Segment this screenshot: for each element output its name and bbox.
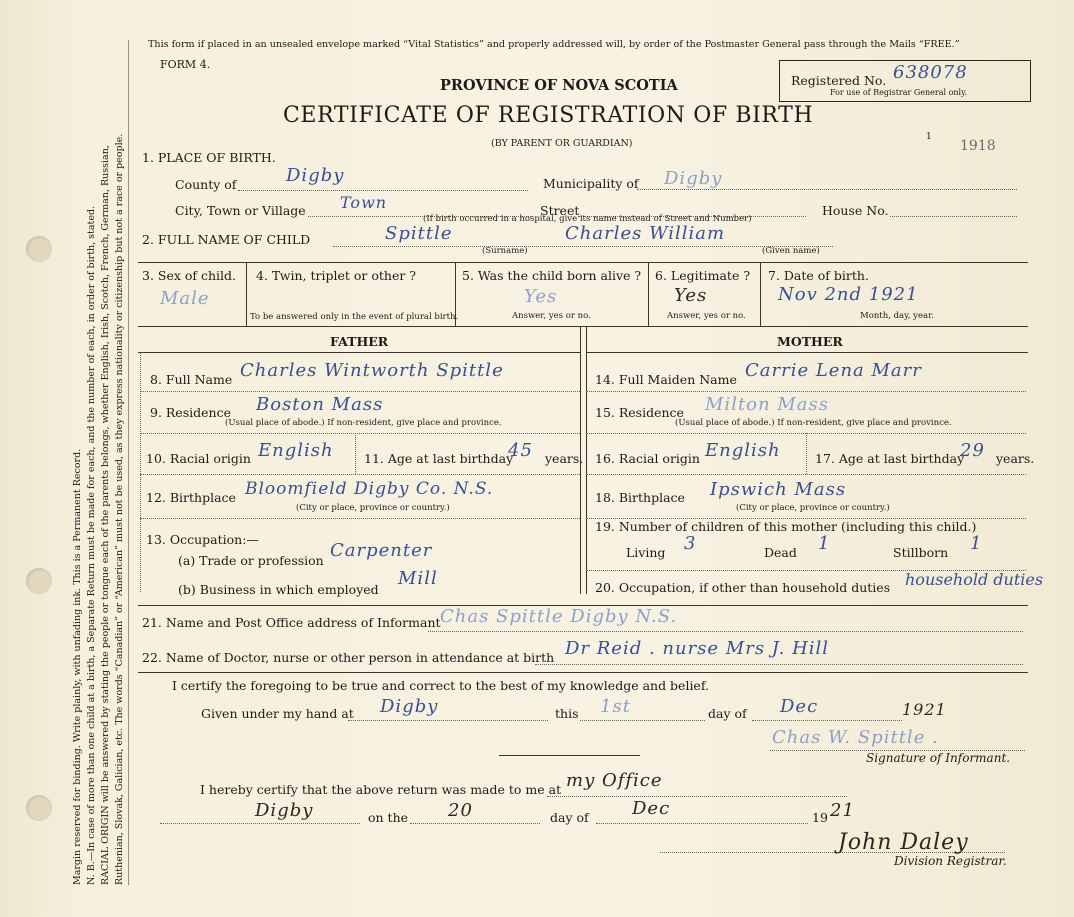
mother-name: Carrie Lena Marr	[745, 360, 922, 381]
registrar-month-line	[596, 823, 808, 824]
trade-label: (a) Trade or profession	[178, 553, 324, 568]
section-rule-22	[138, 672, 1028, 673]
punch-hole-bottom	[26, 795, 52, 821]
alive-note: Answer, yes or no.	[512, 311, 591, 321]
corner-mark: 1	[926, 132, 932, 142]
father-age-label: 11. Age at last birthday	[364, 451, 514, 466]
certificate-subtitle: (BY PARENT OR GUARDIAN)	[491, 138, 633, 149]
mother-birthplace: Ipswich Mass	[710, 479, 847, 500]
informant-label: 21. Name and Post Office address of Informant	[142, 615, 441, 630]
county-line	[238, 190, 528, 191]
registrar-year-prefix: 19	[812, 810, 828, 825]
mother-birthplace-note: (City or place, province or country.)	[736, 503, 890, 513]
father-age: 45	[508, 440, 533, 461]
registrar-day-of-label: day of	[550, 810, 589, 825]
registrar-at-line	[547, 796, 847, 797]
father-name-label: 8. Full Name	[150, 372, 233, 387]
municipality-label: Municipality of	[543, 176, 639, 191]
certify-text: I certify the foregoing to be true and correct to the best of my knowledge and belief.	[172, 678, 709, 693]
given-place-line	[348, 720, 548, 721]
province-heading: PROVINCE OF NOVA SCOTIA	[440, 77, 678, 94]
city-value: Town	[340, 193, 388, 212]
living-count: 3	[684, 533, 697, 554]
mother-occupation-label: 20. Occupation, if other than household duties	[595, 580, 891, 595]
father-age-years: years.	[545, 451, 584, 466]
place-of-birth-label: 1. PLACE OF BIRTH.	[142, 150, 276, 165]
margin-note-2: N. B.—In case of more than one child at a birth, a Separate Return must be made for each, and the number of each, in order of birth, stated.	[86, 205, 97, 885]
registrar-general-note: For use of Registrar General only.	[830, 88, 968, 97]
father-heading-rule	[138, 352, 580, 353]
mother-age-label: 17. Age at last birthday	[815, 451, 965, 466]
registrar-month: Dec	[632, 798, 671, 819]
given-day-line	[580, 720, 705, 721]
street-label: Street	[540, 203, 580, 218]
house-line	[890, 216, 1017, 217]
registrar-text: I hereby certify that the above return was made to me at	[200, 782, 562, 797]
children-count-label: 19. Number of children of this mother (including this child.)	[595, 519, 977, 534]
child-name-line	[333, 246, 833, 247]
father-sep-2	[140, 433, 580, 434]
certificate-title: CERTIFICATE OF REGISTRATION OF BIRTH	[283, 103, 814, 128]
mother-race-label: 16. Racial origin	[595, 451, 700, 466]
dead-count: 1	[818, 533, 831, 554]
hospital-note: (If birth occurred in a hospital, give its name instead of Street and Number)	[423, 214, 752, 224]
twin-label: 4. Twin, triplet or other ?	[256, 268, 416, 283]
stillborn-label: Stillborn	[893, 545, 949, 560]
mother-residence: Milton Mass	[705, 394, 829, 415]
mother-heading-rule	[586, 352, 1028, 353]
margin-rule	[128, 40, 129, 885]
registered-number: 638078	[893, 62, 968, 83]
informant-signature: Chas W. Spittle .	[772, 727, 939, 748]
doctor-value: Dr Reid . nurse Mrs J. Hill	[565, 638, 830, 659]
county-label: County of	[175, 177, 237, 192]
child-given-names: Charles William	[565, 223, 726, 244]
registrar-place-line	[160, 823, 360, 824]
mother-race: English	[705, 440, 781, 461]
mother-occupation: household duties	[905, 570, 1044, 589]
alive-value: Yes	[524, 286, 558, 307]
house-label: House No.	[822, 203, 889, 218]
row3-divider-3	[648, 262, 649, 326]
stamped-year: 1918	[960, 138, 996, 154]
business-label: (b) Business in which employed	[178, 582, 379, 597]
dob-note: Month, day, year.	[860, 311, 934, 321]
city-label: City, Town or Village	[175, 203, 306, 218]
father-residence-label: 9. Residence	[150, 405, 231, 420]
given-name-note: (Given name)	[762, 246, 820, 256]
municipality-value: Digby	[664, 168, 723, 189]
margin-note-4: Ruthenian, Slovak, Galician, etc. The words “Canadian” or “American” must not be used, as they express nationality or citizenship but not a race or people.	[114, 133, 125, 885]
mother-birthplace-label: 18. Birthplace	[595, 490, 685, 505]
father-sep-1	[140, 391, 580, 392]
punch-hole-top	[26, 236, 52, 262]
registrar-day-line	[410, 823, 540, 824]
given-under-label: Given under my hand at	[201, 706, 354, 721]
twin-note: To be answered only in the event of plural birth.	[250, 312, 459, 322]
father-race-label: 10. Racial origin	[146, 451, 251, 466]
mother-name-label: 14. Full Maiden Name	[595, 372, 737, 387]
father-residence-note: (Usual place of abode.) If non-resident, give place and province.	[225, 418, 502, 428]
doctor-line	[535, 664, 1023, 665]
given-place: Digby	[380, 696, 439, 717]
father-residence: Boston Mass	[256, 394, 384, 415]
given-month-line	[752, 720, 902, 721]
stillborn-count: 1	[970, 533, 983, 554]
row3-divider-1	[246, 262, 247, 326]
father-sep-4	[140, 518, 580, 519]
mother-age-vdot	[806, 433, 807, 474]
doctor-label: 22. Name of Doctor, nurse or other person in attendance at birth	[142, 650, 555, 665]
father-birthplace-note: (City or place, province or country.)	[296, 503, 450, 513]
informant-signature-label: Signature of Informant.	[866, 751, 1011, 765]
registrar-signature: John Daley	[838, 830, 969, 855]
legitimate-label: 6. Legitimate ?	[655, 268, 751, 283]
informant-value: Chas Spittle Digby N.S.	[440, 606, 678, 627]
dead-label: Dead	[764, 545, 797, 560]
registrar-day: 20	[448, 800, 473, 821]
postal-notice: This form if placed in an unsealed envelope marked “Vital Statistics” and properly addressed will, by order of the Postmaster General pass through the Mails “FREE.”	[148, 39, 960, 50]
father-business: Mill	[398, 568, 438, 589]
child-surname: Spittle	[385, 223, 453, 244]
child-name-label: 2. FULL NAME OF CHILD	[142, 232, 311, 247]
mother-sep-3	[586, 474, 1026, 475]
father-birthplace-label: 12. Birthplace	[146, 490, 236, 505]
father-race: English	[258, 440, 334, 461]
registrar-year-suffix: 21	[830, 800, 855, 821]
row3-bottom-rule	[138, 326, 1028, 327]
mother-heading: MOTHER	[777, 334, 843, 349]
margin-note-1: Margin reserved for binding. Write plainly, with unfading ink. This is a Permanent Record.	[72, 448, 83, 885]
registrar-at: my Office	[566, 770, 663, 791]
mother-residence-note: (Usual place of abode.) If non-resident, give place and province.	[675, 418, 952, 428]
given-year: 1921	[902, 700, 947, 719]
father-sep-3	[140, 474, 580, 475]
occupation-label: 13. Occupation:—	[146, 532, 259, 547]
left-vdot	[140, 352, 141, 592]
father-heading: FATHER	[330, 334, 389, 349]
mother-sep-1	[586, 391, 1026, 392]
row3-top-rule	[138, 262, 1028, 263]
informant-line	[428, 631, 1023, 632]
legitimate-value: Yes	[674, 285, 708, 306]
given-day: 1st	[600, 696, 631, 717]
registrar-place: Digby	[255, 800, 314, 821]
sex-label: 3. Sex of child.	[142, 268, 237, 283]
father-age-vdot	[355, 433, 356, 474]
father-birthplace: Bloomfield Digby Co. N.S.	[245, 479, 494, 499]
center-divider-b	[586, 326, 587, 594]
father-name: Charles Wintworth Spittle	[240, 360, 504, 381]
on-the-label: on the	[368, 810, 409, 825]
registered-label: Registered No.	[791, 73, 887, 88]
surname-note: (Surname)	[482, 246, 528, 256]
registrar-signature-label: Division Registrar.	[894, 854, 1007, 868]
municipality-line	[637, 189, 1017, 190]
given-day-of-label: day of	[708, 706, 747, 721]
father-trade: Carpenter	[330, 540, 433, 561]
alive-label: 5. Was the child born alive ?	[462, 268, 642, 283]
row3-divider-4	[760, 262, 761, 326]
mother-residence-label: 15. Residence	[595, 405, 684, 420]
living-label: Living	[626, 545, 666, 560]
punch-hole-middle	[26, 568, 52, 594]
form-number: FORM 4.	[160, 58, 211, 71]
given-month: Dec	[780, 696, 819, 717]
dob-label: 7. Date of birth.	[768, 268, 869, 283]
margin-note-3: RACIAL ORIGIN will be answered by stating the people or tongue each of the parents belongs, whether English, Irish, Scotch, French, German, Russian,	[100, 145, 111, 885]
county-value: Digby	[286, 165, 345, 186]
mother-age: 29	[960, 440, 985, 461]
short-divider	[499, 755, 640, 756]
this-label: this	[555, 706, 579, 721]
dob-value: Nov 2nd 1921	[778, 284, 919, 305]
legitimate-note: Answer, yes or no.	[667, 311, 746, 321]
mother-age-years: years.	[996, 451, 1035, 466]
sex-value: Male	[160, 288, 210, 309]
